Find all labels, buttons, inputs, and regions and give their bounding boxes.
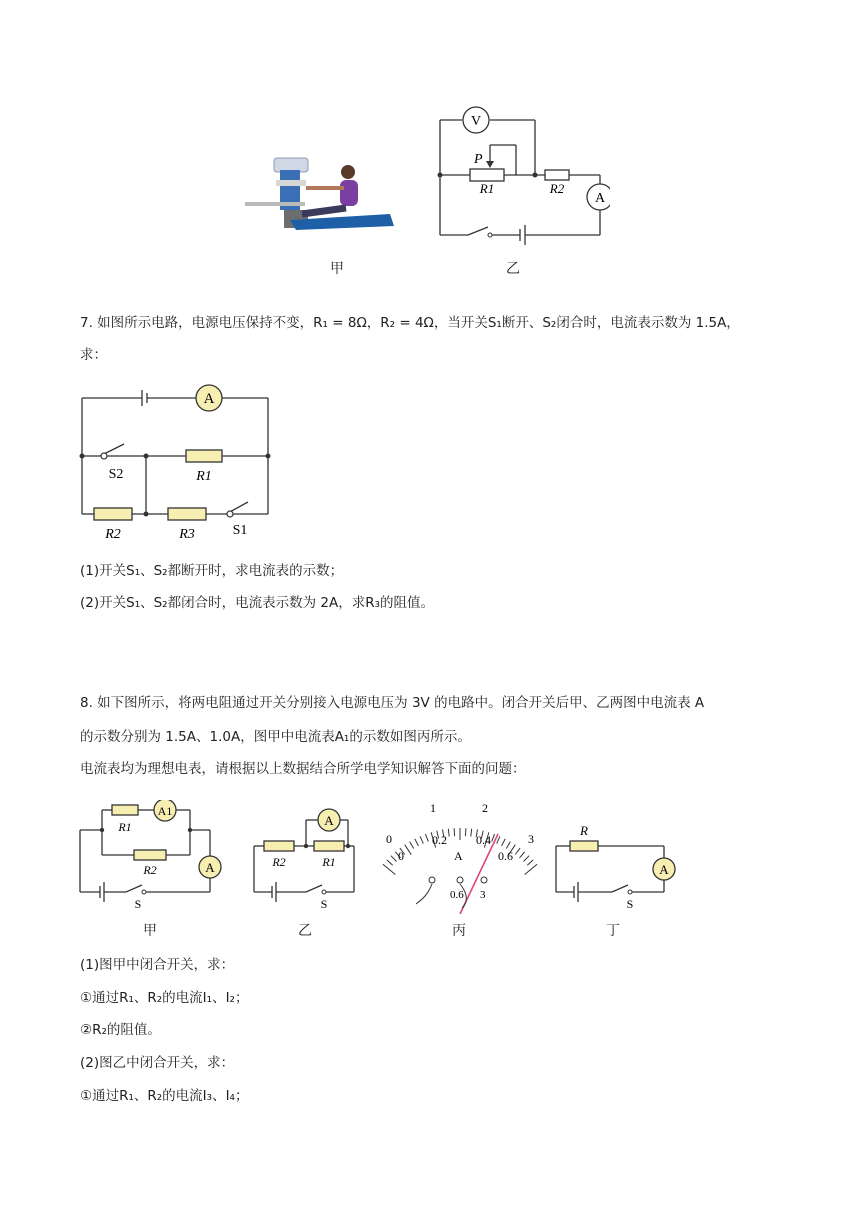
ammeter-label: A bbox=[203, 391, 215, 407]
q7-sub2: (2)开关S₁、S₂都闭合时，电流表示数为 2A，求R₃的阻值。 bbox=[80, 595, 434, 611]
dial-tick bbox=[410, 842, 414, 849]
terminal-3: 3 bbox=[480, 889, 486, 901]
dial-tick bbox=[448, 829, 449, 837]
caption-yi: 乙 bbox=[506, 261, 520, 277]
caption-ding: 丁 bbox=[606, 923, 620, 939]
scale-top-2: 2 bbox=[482, 801, 488, 815]
q7-circuit-figure bbox=[76, 382, 276, 542]
ammeter-label: A bbox=[594, 191, 606, 206]
s1-label: S1 bbox=[232, 523, 248, 538]
q8-sub2-a: ①通过R₁、R₂的电流I₃、I₄； bbox=[80, 1088, 249, 1104]
terminal-06: 0.6 bbox=[450, 889, 464, 901]
q7-sub1: (1)开关S₁、S₂都断开时，求电流表的示数； bbox=[80, 563, 344, 579]
s-label: S bbox=[134, 897, 142, 911]
s2-label: S2 bbox=[108, 467, 124, 482]
r2-label: R2 bbox=[105, 527, 121, 542]
r-label: R bbox=[580, 823, 588, 838]
ammeter-label: A bbox=[324, 813, 334, 828]
r1-label: R1 bbox=[118, 820, 132, 834]
q7-stem-line2: 求： bbox=[80, 347, 107, 363]
q8-sub1: (1)图甲中闭合开关，求： bbox=[80, 957, 235, 973]
dial-tick bbox=[525, 864, 537, 874]
q8-sub1-a: ①通过R₁、R₂的电流I₁、I₂； bbox=[80, 990, 249, 1006]
dial-tick bbox=[502, 839, 506, 846]
r1-label: R1 bbox=[479, 181, 495, 196]
q8-figure-ding bbox=[552, 800, 682, 912]
caption-jia: 甲 bbox=[330, 261, 344, 277]
q8-figure-yi bbox=[250, 800, 360, 912]
dial-tick bbox=[465, 828, 466, 836]
scale-bottom-04: 0.4 bbox=[476, 833, 491, 847]
dial-tick bbox=[515, 848, 520, 854]
q8-figure-bing-dial bbox=[376, 798, 546, 914]
dial-tick bbox=[471, 829, 472, 837]
s-label: S bbox=[626, 897, 634, 911]
dial-tick bbox=[524, 856, 530, 862]
dial-tick bbox=[454, 828, 455, 836]
ammeter-label: A bbox=[659, 862, 669, 877]
q8-sub1-b: ②R₂的阻值。 bbox=[80, 1022, 161, 1038]
scale-bottom-02: 0.2 bbox=[432, 833, 447, 847]
q8-stem-line3: 电流表均为理想电表，请根据以上数据结合所学电学知识解答下面的问题： bbox=[80, 761, 526, 777]
a1-label: A1 bbox=[157, 804, 173, 818]
dial-tick bbox=[527, 860, 533, 865]
q8-stem-line2: 的示数分别为 1.5A、1.0A，图甲中电流表A₁的示数如图丙所示。 bbox=[80, 729, 471, 745]
dial-tick bbox=[405, 845, 412, 855]
dial-unit: A bbox=[454, 849, 463, 863]
q8-stem-line1: 8. 如下图所示，将两电阻通过开关分别接入电源电压为 3V 的电路中。闭合开关后甲、乙两图中电流表 A bbox=[80, 695, 705, 711]
dial-tick bbox=[506, 842, 510, 849]
scale-bottom-06: 0.6 bbox=[498, 849, 513, 863]
slider-label: P bbox=[474, 152, 483, 167]
voltmeter-label: V bbox=[470, 114, 482, 129]
q8-figure-jia bbox=[76, 800, 226, 912]
dial-tick bbox=[520, 852, 525, 858]
r3-label: R3 bbox=[179, 527, 195, 542]
dial-tick bbox=[415, 839, 419, 846]
dial-tick bbox=[420, 836, 423, 843]
caption-yi: 乙 bbox=[298, 923, 312, 939]
r2-label: R2 bbox=[143, 863, 157, 877]
scale-top-0: 0 bbox=[386, 832, 392, 846]
scale-top-3: 3 bbox=[528, 832, 534, 846]
r2-label: R2 bbox=[272, 855, 286, 869]
dial-tick bbox=[391, 856, 397, 862]
q8-sub2: (2)图乙中闭合开关，求： bbox=[80, 1055, 235, 1071]
caption-jia: 甲 bbox=[143, 923, 157, 939]
s-label: S bbox=[320, 897, 328, 911]
q7-stem-line1: 7. 如图所示电路，电源电压保持不变，R₁ = 8Ω，R₂ = 4Ω，当开关S₁断开、S₂闭合时，电流表示数为 1.5A， bbox=[80, 315, 740, 331]
r1-label: R1 bbox=[196, 469, 212, 484]
dial-tick bbox=[426, 834, 429, 842]
top-figure-circuit-yi bbox=[430, 105, 610, 245]
top-figure-photo bbox=[240, 150, 400, 230]
dial-tick bbox=[387, 860, 393, 865]
r2-label: R2 bbox=[549, 181, 565, 196]
dial-tick bbox=[383, 864, 395, 874]
scale-bottom-0: 0 bbox=[398, 849, 404, 863]
r1-label: R1 bbox=[322, 855, 336, 869]
scale-top-1: 1 bbox=[430, 801, 436, 815]
ammeter-label: A bbox=[205, 860, 215, 875]
caption-bing: 丙 bbox=[452, 923, 466, 939]
